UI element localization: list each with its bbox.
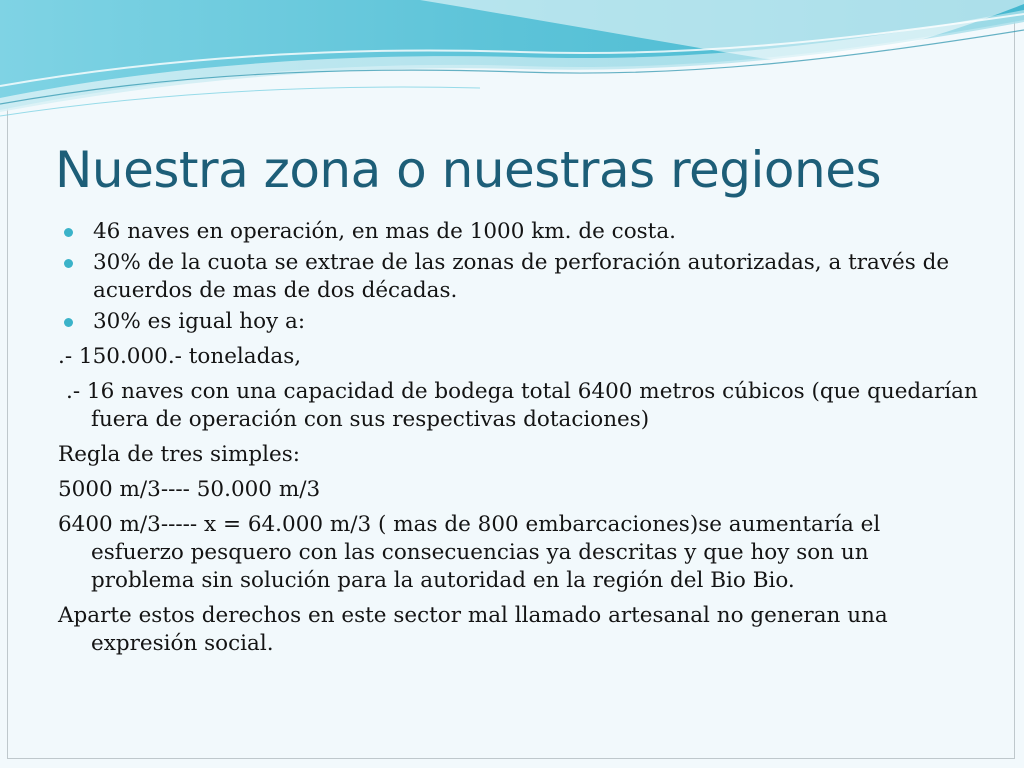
- paragraph: .- 150.000.- toneladas,: [58, 344, 302, 369]
- bullet-text: 30% es igual hoy a:: [93, 309, 306, 334]
- slide-title: Nuestra zona o nuestras regiones: [55, 141, 882, 199]
- bullet-dot-icon: [64, 259, 73, 268]
- paragraph: 5000 m/3---- 50.000 m/3: [58, 477, 321, 502]
- bullet-item: [58, 218, 978, 246]
- paragraph: .- 16 naves con una capacidad de bodega total 6400 metros cúbicos (que quedarían fuera de operación con sus respectivas dotaciones): [66, 379, 978, 432]
- bullet-dot-icon: [64, 318, 73, 327]
- paragraph: Aparte estos derechos en este sector mal llamado artesanal no generan una expresión social.: [58, 603, 888, 656]
- paragraph: 6400 m/3----- x = 64.000 m/3 ( mas de 800 embarcaciones)se aumentaría el esfuerzo pesquero con las consecuencias ya descritas y que hoy son un problema sin solución para la autoridad en la región del Bio Bio.: [58, 512, 881, 593]
- bullet-dot-icon: [64, 228, 73, 237]
- bullet-item: [58, 249, 978, 305]
- bullet-text: 30% de la cuota se extrae de las zonas de perforación autorizadas, a través de acuerdos de mas de dos décadas.: [93, 250, 950, 303]
- header-wave-decoration: [0, 0, 1024, 120]
- paragraph: Regla de tres simples:: [58, 442, 300, 467]
- bullet-text: 46 naves en operación, en mas de 1000 km. de costa.: [93, 219, 676, 244]
- slide-body: [58, 218, 978, 658]
- bullet-item: [58, 308, 978, 336]
